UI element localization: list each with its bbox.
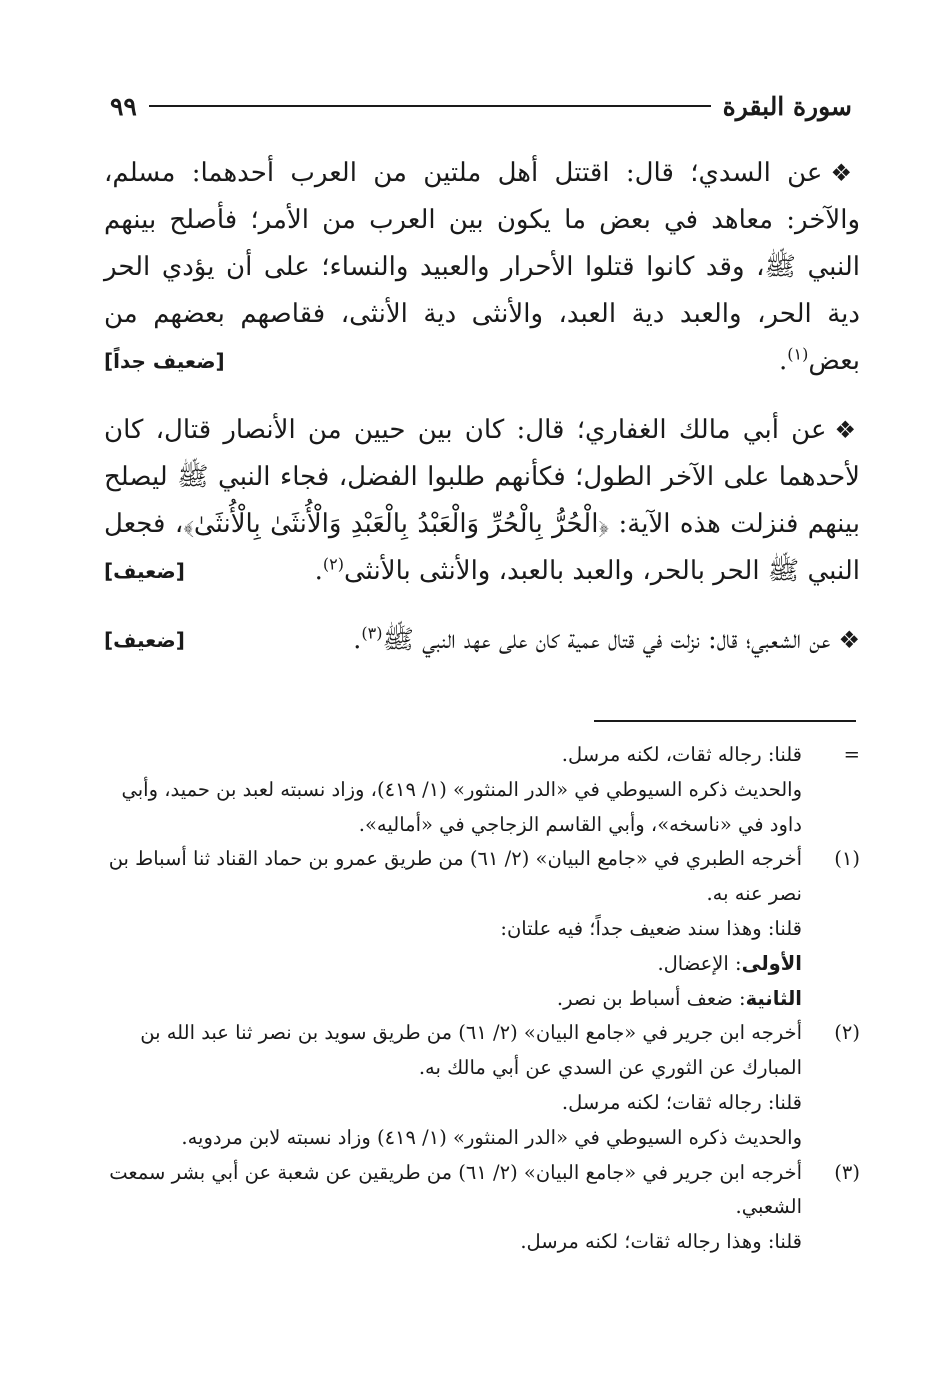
narration-paragraph	[104, 407, 860, 595]
sub-text: : الإعضال.	[657, 951, 742, 975]
narration-text: عن السدي؛ قال: اقتتل أهل ملتين من العرب أحدهما: مسلم، والآخر: معاهد في بعض ما يكون بين العرب من الأمر؛ فأصلح بينهم النبي ﷺ، وقد كانوا قتلوا الأحرار والعبيد والنساء؛ على أن يؤدي الحر دية الحر، والعبد دية العبد، والأنثى دية الأنثى، فقاصهم بعضهم من بعض	[104, 158, 860, 376]
sentence-end: .	[779, 346, 788, 376]
sub-text: قلنا: وهذا رجاله ثقات؛ لكنه مرسل.	[520, 1230, 802, 1254]
footnote-line: أخرجه ابن جرير في «جامع البيان» (٢/ ٦١) من طريقين عن شعبة عن أبي بشر سمعت الشعبي.	[109, 1160, 802, 1219]
narration-paragraph	[104, 150, 860, 385]
footnote-sub-line	[104, 1225, 802, 1260]
footnote-number: (٣)	[834, 1160, 860, 1184]
footnote-sub-line	[104, 1121, 802, 1156]
narration-paragraph	[104, 617, 860, 664]
grade-label: [ضعيف]	[104, 559, 185, 583]
footnote-ref: (٣)	[361, 623, 383, 643]
sub-label: الأولى	[741, 951, 802, 975]
footnote-number: (١)	[834, 847, 860, 871]
footnote-separator	[594, 720, 856, 722]
footnote-line: أخرجه ابن جرير في «جامع البيان» (٢/ ٦١) من طريق سويد بن نصر ثنا عبد الله بن المبارك عن الثوري عن السدي عن أبي مالك به.	[140, 1021, 802, 1080]
footnote-3	[104, 1156, 860, 1260]
footnote-line: والحديث ذكره السيوطي في «الدر المنثور» (١/ ٤١٩)، وزاد نسبته لعبد بن حميد، وأبي داود في «ناسخه»، وأبي القاسم الزجاجي في «أماليه».	[121, 777, 802, 836]
footnote-sub-line	[104, 982, 802, 1017]
surah-title: سورة البقرة	[722, 91, 852, 121]
grade-label: [ضعيف]	[104, 628, 185, 652]
footnote-sub-line	[104, 912, 802, 947]
footnote-sub-line	[104, 947, 802, 982]
narration-text: عن الشعبي؛ قال: نزلت في قتال عمية كان على عهد النبي ﷺ	[382, 625, 831, 655]
sentence-end: .	[353, 625, 362, 655]
sub-text: والحديث ذكره السيوطي في «الدر المنثور» (١/ ٤١٩) وزاد نسبته لابن مردويه.	[181, 1125, 802, 1149]
sub-text: قلنا: رجاله ثقات؛ لكنه مرسل.	[561, 1090, 802, 1114]
footnote-sub-line	[104, 1086, 802, 1121]
sub-label: الثانية	[745, 986, 802, 1010]
footnote-number: (٢)	[834, 1021, 860, 1045]
header-rule	[149, 105, 711, 107]
footnote-1	[104, 842, 860, 1016]
footnote-ref: (١)	[787, 344, 809, 364]
sub-text: : ضعف أسباط بن نصر.	[556, 986, 746, 1010]
footnote-line: قلنا: رجاله ثقات، لكنه مرسل.	[561, 743, 802, 766]
diamond-marker-icon: ❖	[830, 159, 861, 187]
narration-text: عن أبي مالك الغفاري؛ قال: كان بين حيين من الأنصار قتال، كان لأحدهما على الآخر الطول؛ فكأنهم طلبوا الفضل، فجاء النبي ﷺ ليصلح بينهم فنزلت هذه الآية: ﴿الْحُرُّ بِالْحُرِّ وَالْعَبْدُ بِالْعَبْدِ وَالْأُنثَىٰ بِالْأُنثَىٰ﴾، فجعل النبي ﷺ الحر بالحر، والعبد بالعبد، والأنثى بالأنثى	[104, 415, 860, 586]
page-header	[110, 86, 852, 126]
footnote-2	[104, 1016, 860, 1155]
continuation-marker: =	[843, 743, 860, 766]
footnote-continuation	[104, 738, 860, 842]
footnotes	[104, 738, 860, 1260]
sentence-end: .	[314, 556, 323, 586]
footnote-line: أخرجه الطبري في «جامع البيان» (٢/ ٦١) من طريق عمرو بن حماد القناد ثنا أسباط بن نصر عنه به.	[108, 847, 802, 906]
main-text	[104, 150, 860, 686]
diamond-marker-icon: ❖	[834, 416, 860, 444]
grade-label: [ضعيف جداً]	[104, 349, 225, 373]
page-number: ٩٩	[110, 91, 137, 121]
sub-text: قلنا: وهذا سند ضعيف جداً؛ فيه علتان:	[500, 916, 802, 940]
diamond-marker-icon: ❖	[838, 626, 860, 654]
footnote-ref: (٢)	[322, 554, 344, 574]
